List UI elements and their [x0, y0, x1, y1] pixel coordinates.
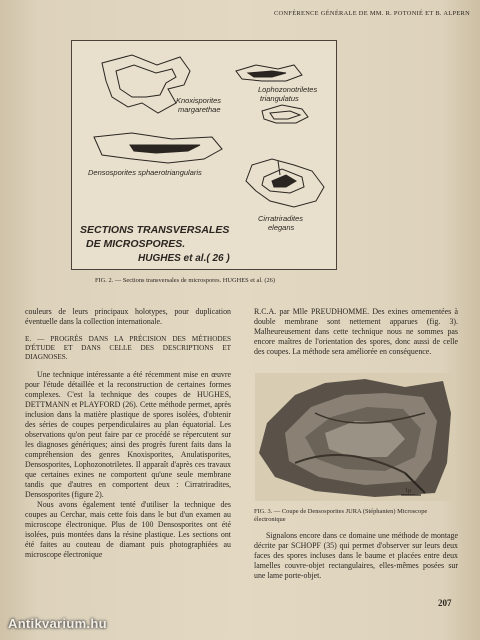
figure-3-caption: FIG. 3. — Coupe de Densosporites JURA (Stéphanien) Microscope électronique [254, 508, 428, 523]
right-column-lower [254, 531, 458, 581]
left-paragraph-3: Nous avons également tenté d'utiliser la technique des coupes au Cerchar, mais cette fois dans le but d'un examen au microscope électronique. Plus de 100 Densosporites ont été isolées, puis montées dans la résine plastique. Les sections ont été faites au couteau de diamant puis photographiées au microscope électronique [25, 500, 231, 559]
label-knoxisporites: Knoxisporites [176, 96, 222, 105]
figure-title-line2: DE MICROSPORES. [86, 238, 186, 250]
figure-2-svg [72, 41, 336, 269]
densosporites-section [94, 133, 222, 163]
page-number: 207 [438, 598, 452, 608]
label-lophozonotriletes: Lophozonotriletes [258, 85, 318, 94]
right-column-upper [254, 307, 458, 357]
left-paragraph-1: couleurs de leurs principaux holotypes, pour duplication éventuelle dans la collection internationale. [25, 307, 231, 326]
figure-title-line1: SECTIONS TRANSVERSALES [80, 224, 230, 236]
micrograph-svg [255, 373, 455, 501]
figure-title-line3: HUGHES et al.( 26 ) [138, 253, 230, 264]
figure-3-micrograph [255, 373, 455, 501]
right-paragraph-2: Signalons encore dans ce domaine une méthode de montage décrite par SCHOPF (35) qui permet d'observer sur leurs deux faces des spores incluses dans le baume et placées entre deux lamelles couvre-objet rectangulaires, elles-mêmes posées sur une lame porte-objet. [254, 531, 458, 580]
figure-2-drawing [71, 40, 337, 270]
cirratriradites-section [246, 159, 324, 207]
micrograph-scale-label: 1μ [405, 488, 412, 494]
left-column [25, 307, 231, 560]
section-heading-e: E. — PROGRÈS DANS LA PRÉCISION DES MÉTHODES D'ÉTUDE ET DANS CELLE DES DESCRIPTIONS ET DIAGNOSES. [25, 335, 231, 361]
running-header: CONFÉRENCE GÉNÉRALE DE MM. R. POTONIÉ ET B. ALPERN [273, 10, 470, 17]
left-paragraph-2: Une technique intéressante a été récemment mise en œuvre pour l'étude détaillée et la reconstruction de certaines formes complexes. C'est la technique des coupes de HUGHES, DETTMANN et PLAYFORD (26). Cette méthode permet, après inclusion dans la matière plastique de spores isolées, d'obtenir des séries de coupes perpendiculaires au plan équatorial. Les observations qu'on peut faire par ce procédé se répercutent sur les diagnoses génériques; ainsi des progrès furent faits dans la compréhension des genres Knoxisporites, Anulatisporites, Densosporites, Lophozonotriletes. Il apparaît d'après ces travaux que certaines exines ne comportent qu'une seule membrane tandis que d'autres en comportent deux : Cirratriradites, Densosporites (figure 2). [25, 370, 231, 499]
label-densosporites: Densosporites sphaerotriangularis [88, 168, 202, 177]
label-margarethae: margarethae [178, 105, 221, 114]
right-paragraph-1: R.C.A. par Mlle PREUDHOMME. Des exines ornementées à double membrane sont nettement apparues (fig. 3). Malheureusement dans cette technique nous ne sommes pas encore maîtres de l'orientation des spores, donc aussi de celle des coupes. La méthode sera améliorée en conséquence. [254, 307, 458, 356]
label-triangulatus: triangulatus [260, 94, 299, 103]
label-elegans: elegans [268, 223, 295, 232]
figure-2-caption: FIG. 2. — Sections transversales de microspores. HUGHES et al. (26) [95, 277, 275, 284]
label-cirratriradites: Cirratriradites [258, 214, 304, 223]
watermark: Antikvarium.hu [8, 616, 107, 631]
